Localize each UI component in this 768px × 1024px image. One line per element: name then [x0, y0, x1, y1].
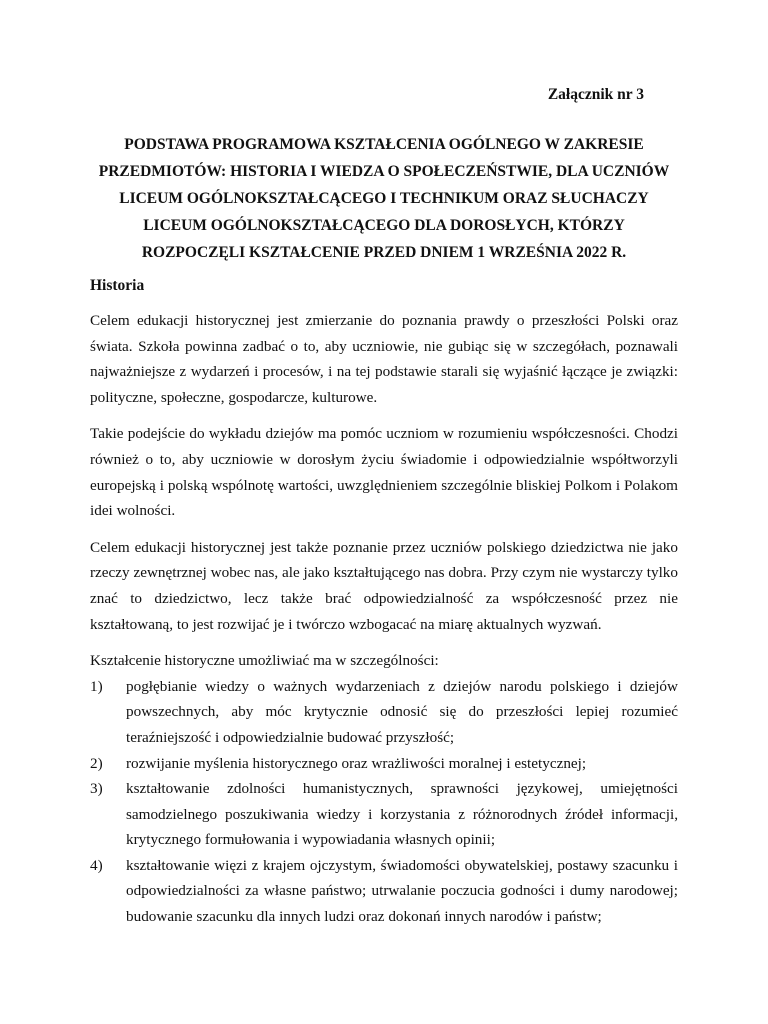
list-item-number: 4) [90, 856, 103, 874]
list-item-number: 2) [90, 754, 103, 772]
document-title [90, 131, 678, 266]
list-item-number: 3) [90, 780, 103, 798]
list-item [90, 751, 678, 777]
section-body [90, 308, 678, 930]
paragraph: Takie podejście do wykładu dziejów ma pomóc uczniom w rozumieniu współczesności. Chodzi również o to, aby uczniowie w dorosłym życiu świadomie i odpowiedzialnie współtworzyli europejską i polską wspólnotę wartości, uwzględnieniem szczególnie bliskiej Polkom i Polakom idei wolności. [90, 425, 678, 520]
title-line: PODSTAWA PROGRAMOWA KSZTAŁCENIA OGÓLNEGO W ZAKRESIE [124, 136, 644, 153]
title-line: ROZPOCZĘLI KSZTAŁCENIE PRZED DNIEM 1 WRZEŚNIA 2022 R. [141, 244, 627, 261]
title-line: PRZEDMIOTÓW: HISTORIA I WIEDZA O SPOŁECZEŃSTWIE, DLA UCZNIÓW [98, 163, 670, 180]
paragraph: Celem edukacji historycznej jest zmierzanie do poznania prawdy o przeszłości Polski oraz świata. Szkoła powinna zadbać o to, aby uczniowie, nie gubiąc się w szczegółach, poznawali najważniejsze z wydarzeń i procesów, i na tej podstawie starali się wyjaśnić łączące je związki: polityczne, społeczne, gospodarcze, kulturowe. [90, 312, 678, 406]
list-item-text: kształtowanie zdolności humanistycznych, sprawności językowej, umiejętności samodzielnego poszukiwania wiedzy i korzystania z różnorodnych źródeł informacji, krytycznego formułowania i wypowiadania własnych opinii; [126, 780, 678, 849]
list-item-text: kształtowanie więzi z krajem ojczystym, świadomości obywatelskiej, postawy szacunku i odpowiedzialności za własne państwo; utrwalanie poczucia godności i dumy narodowej; budowanie szacunku dla innych ludzi oraz dokonań innych narodów i państw; [126, 856, 678, 926]
objectives-list [90, 674, 678, 930]
paragraph: Celem edukacji historycznej jest także poznanie przez uczniów polskiego dziedzictwa nie jako rzeczy zewnętrznej wobec nas, ale jako kształtującego nas dobra. Przy czym nie wystarczy tylko znać to dziedzictwo, lecz także brać odpowiedzialność za współczesność przez nie kształtowaną, to jest rozwijać je i twórczo wzbogacać na miarę aktualnych wyzwań. [90, 538, 678, 633]
title-line: LICEUM OGÓLNOKSZTAŁCĄCEGO I TECHNIKUM ORAZ SŁUCHACZY [119, 190, 649, 207]
list-item [90, 674, 678, 751]
list-item-text: pogłębianie wiedzy o ważnych wydarzeniach z dziejów narodu polskiego i dziejów powszechnych, aby móc krytycznie odnosić się do przeszłości lepiej rozumieć teraźniejszość i odpowiedzialnie budować przyszłość; [126, 677, 678, 746]
list-item-text: rozwijanie myślenia historycznego oraz wrażliwości moralnej i estetycznej; [126, 754, 587, 772]
annex-label: Załącznik nr 3 [547, 86, 644, 103]
list-item [90, 853, 678, 930]
section-heading: Historia [90, 277, 145, 294]
title-line: LICEUM OGÓLNOKSZTAŁCĄCEGO DLA DOROSŁYCH, KTÓRZY [143, 217, 625, 234]
list-item [90, 776, 678, 853]
list-item-number: 1) [90, 677, 103, 695]
list-intro: Kształcenie historyczne umożliwiać ma w szczególności: [90, 652, 439, 670]
